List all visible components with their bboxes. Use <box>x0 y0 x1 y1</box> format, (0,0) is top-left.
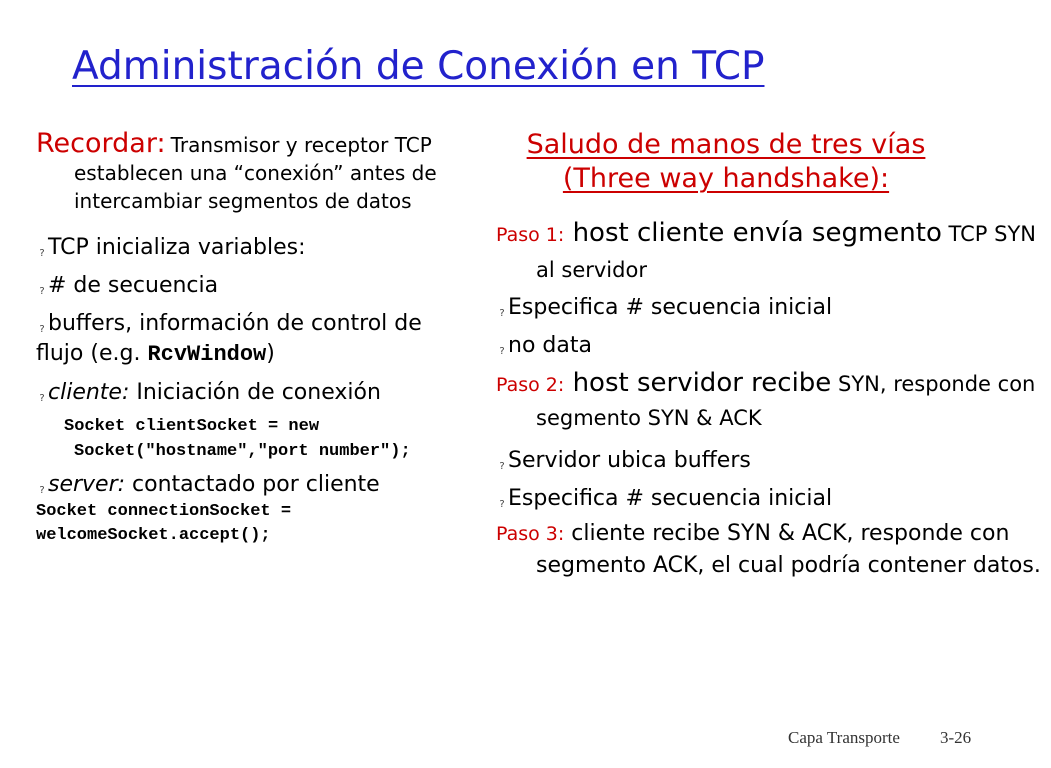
paso3-label: Paso 3: <box>496 523 565 545</box>
heading-line2: (Three way handshake): <box>562 163 890 194</box>
bullet-icon: ? <box>499 308 505 319</box>
bullet-num-secuencia: ? # de secuencia <box>36 271 476 301</box>
rcvwindow-code: RcvWindow <box>147 342 267 367</box>
left-column <box>36 128 476 548</box>
bullet-icon: ? <box>39 248 45 259</box>
bullet-cliente: ? cliente: Iniciación de conexión <box>36 378 476 408</box>
paso2-bullet-buffers: ? Servidor ubica buffers <box>496 446 1016 476</box>
handshake-heading <box>496 128 956 196</box>
bullet-server: ? server: contactado por cliente <box>36 470 476 500</box>
paso1-label: Paso 1: <box>496 224 565 246</box>
bullet-icon: ? <box>39 324 45 335</box>
recordar-paragraph <box>36 128 476 215</box>
bullet-icon: ? <box>499 346 505 357</box>
cliente-label: cliente: <box>48 380 130 405</box>
paso3: Paso 3: cliente recibe SYN & ACK, responde con segmento ACK, el cual podría contener datos. <box>496 521 1041 578</box>
bullet-icon: ? <box>39 286 45 297</box>
paso2-label: Paso 2: <box>496 374 565 396</box>
bullet-icon: ? <box>499 499 505 510</box>
page-number: 3-26 <box>940 728 972 747</box>
footer-label: Capa Transporte <box>788 728 900 747</box>
bullet-tcp-variables: ? TCP inicializa variables: <box>36 233 476 263</box>
heading-line1: Saludo de manos de tres vías <box>526 129 926 160</box>
client-socket-code: Socket clientSocket = new Socket("hostname","port number"); <box>64 417 411 461</box>
recordar-label: Recordar: <box>36 128 166 159</box>
paso1-bullet-nodata: ? no data <box>496 331 1016 361</box>
recordar-text: Transmisor y receptor TCP establecen una “conexión” antes de intercambiar segmentos de datos <box>74 133 437 213</box>
paso1: Paso 1: host cliente envía segmento TCP SYN al servidor <box>496 218 1037 282</box>
bullet-icon: ? <box>499 461 505 472</box>
bullet-icon: ? <box>39 393 45 404</box>
server-label: server: <box>48 472 126 497</box>
paso2: Paso 2: host servidor recibe SYN, responde con segmento SYN & ACK <box>496 368 1036 430</box>
right-column <box>496 128 1041 582</box>
server-socket-code: Socket connectionSocket = welcomeSocket.accept(); <box>36 502 292 545</box>
page-title: Administración de Conexión en TCP <box>72 44 765 89</box>
paso1-bullet-secuencia: ? Especifica # secuencia inicial <box>496 293 1016 323</box>
paso2-bullet-secuencia: ? Especifica # secuencia inicial <box>496 484 1016 514</box>
bullet-icon: ? <box>39 485 45 496</box>
bullet-buffers: ? buffers, información de control de flujo (e.g. RcvWindow) <box>36 311 422 367</box>
